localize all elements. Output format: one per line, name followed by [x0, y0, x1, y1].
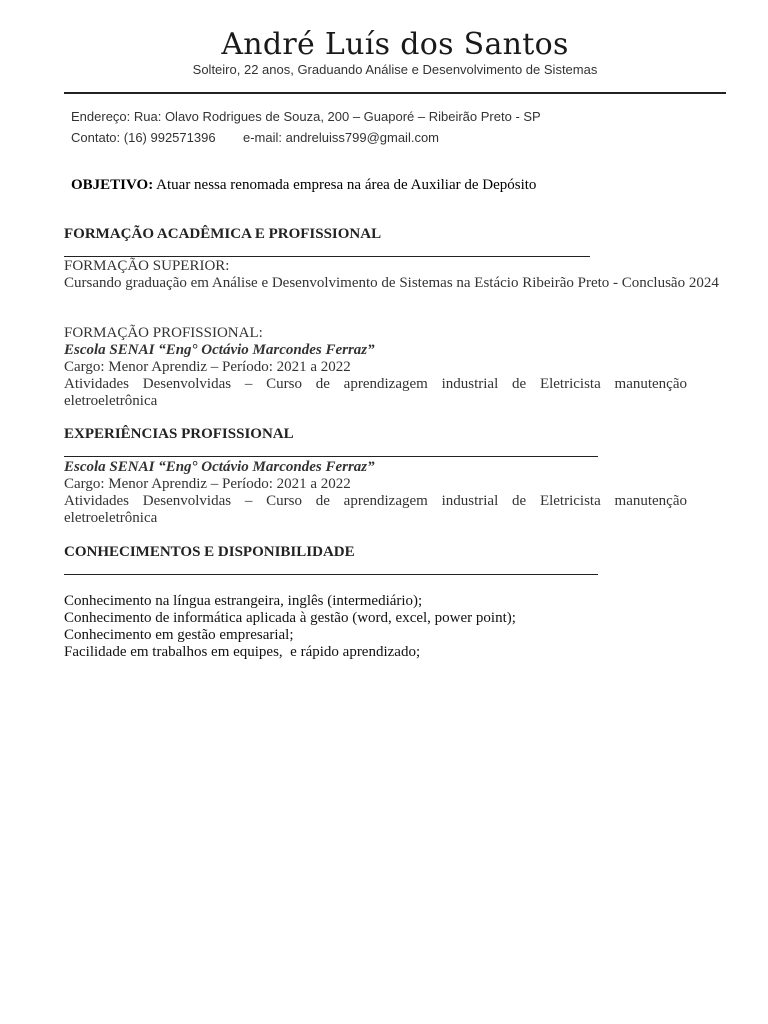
education-activities: Atividades Desenvolvidas – Curso de aprendizagem industrial de Eletricista manutenção eletroeletrônica — [64, 376, 687, 409]
education-role: Cargo: Menor Aprendiz – Período: 2021 a 2022 — [64, 359, 351, 375]
knowledge-section-title: CONHECIMENTOS E DISPONIBILIDADE — [64, 544, 355, 560]
phone-line: Contato: (16) 992571396 — [71, 130, 216, 145]
education-divider — [64, 256, 590, 257]
header-divider — [64, 92, 726, 94]
superior-education-label: FORMAÇÃO SUPERIOR: — [64, 258, 230, 274]
professional-education-label: FORMAÇÃO PROFISSIONAL: — [64, 325, 263, 341]
email-line: e-mail: andreluiss799@gmail.com — [243, 130, 439, 145]
education-school-name: Escola SENAI “Eng° Octávio Marcondes Ferraz” — [64, 342, 375, 358]
experience-section-title: EXPERIÊNCIAS PROFISSIONAL — [64, 426, 294, 442]
list-item: Conhecimento em gestão empresarial; — [64, 627, 294, 643]
knowledge-list — [64, 593, 516, 661]
objective-text: Atuar nessa renomada empresa na área de Auxiliar de Depósito — [156, 177, 537, 193]
experience-divider — [64, 456, 598, 457]
candidate-subtitle: Solteiro, 22 anos, Graduando Análise e Desenvolvimento de Sistemas — [192, 62, 598, 77]
experience-school-name: Escola SENAI “Eng° Octávio Marcondes Ferraz” — [64, 459, 375, 475]
objective — [71, 176, 536, 194]
address-line: Endereço: Rua: Olavo Rodrigues de Souza, 200 – Guaporé – Ribeirão Preto - SP — [71, 109, 541, 124]
list-item: Facilidade em trabalhos em equipes, e rápido aprendizado; — [64, 644, 421, 660]
objective-label: OBJETIVO: — [71, 177, 154, 193]
candidate-name: André Luís dos Santos — [221, 27, 569, 62]
experience-role: Cargo: Menor Aprendiz – Período: 2021 a 2022 — [64, 476, 351, 492]
knowledge-divider — [64, 574, 598, 575]
list-item: Conhecimento de informática aplicada à gestão (word, excel, power point); — [64, 610, 516, 626]
superior-education-text: Cursando graduação em Análise e Desenvolvimento de Sistemas na Estácio Ribeirão Preto - Conclusão 2024 — [64, 275, 719, 291]
experience-activities: Atividades Desenvolvidas – Curso de aprendizagem industrial de Eletricista manutenção eletroeletrônica — [64, 493, 687, 526]
education-section-title: FORMAÇÃO ACADÊMICA E PROFISSIONAL — [64, 226, 382, 242]
list-item: Conhecimento na língua estrangeira, inglês (intermediário); — [64, 593, 423, 609]
